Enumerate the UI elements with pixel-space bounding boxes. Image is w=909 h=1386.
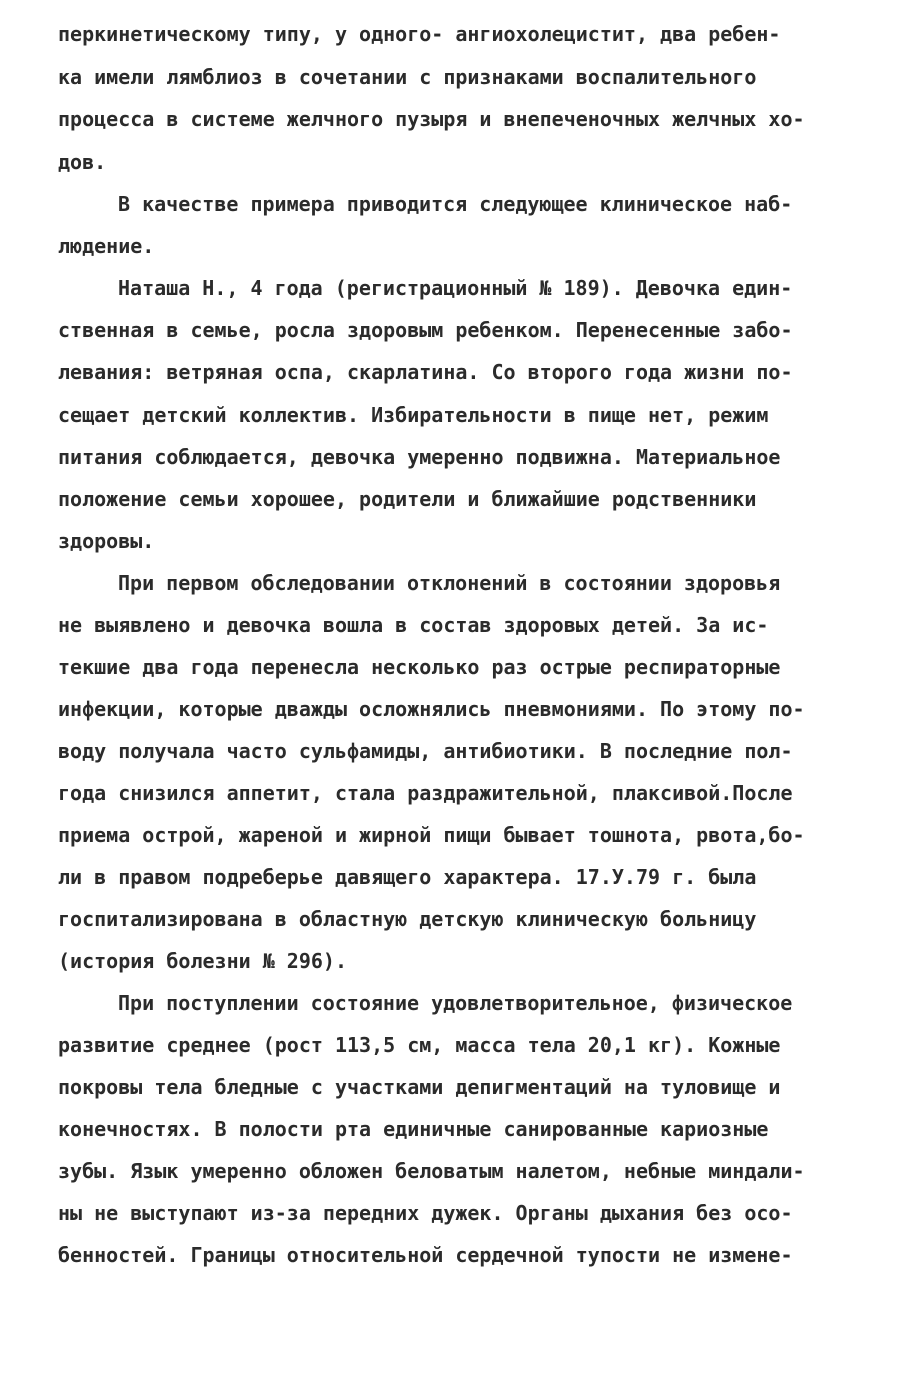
text-line: положение семьи хорошее, родители и ближайшие родственники xyxy=(58,487,757,511)
text-line: левания: ветряная оспа, скарлатина. Со второго года жизни по- xyxy=(58,360,793,384)
text-line: ка имели лямблиоз в сочетании с признаками воспалительного xyxy=(58,65,757,89)
text-line: госпитализирована в областную детскую клиническую больницу xyxy=(58,907,757,931)
text-line: перкинетическому типу, у одного- ангиохолецистит, два ребен- xyxy=(58,22,781,46)
text-line: ли в правом подреберье давящего характера. 17.У.79 г. была xyxy=(58,865,757,889)
text-line: сещает детский коллектив. Избирательности в пище нет, режим xyxy=(58,403,769,427)
text-line: При первом обследовании отклонений в состоянии здоровья xyxy=(118,571,781,595)
text-line: текшие два года перенесла несколько раз острые респираторные xyxy=(58,655,781,679)
text-line: зубы. Язык умеренно обложен беловатым налетом, небные миндали- xyxy=(58,1159,805,1183)
text-line: ны не выступают из-за передних дужек. Органы дыхания без осо- xyxy=(58,1201,793,1225)
text-line: процесса в системе желчного пузыря и внепеченочных желчных хо- xyxy=(58,107,805,131)
text-line: воду получала часто сульфамиды, антибиотики. В последние пол- xyxy=(58,739,793,763)
text-line: ственная в семье, росла здоровым ребенком. Перенесенные забо- xyxy=(58,318,793,342)
text-line: развитие среднее (рост 113,5 см, масса тела 20,1 кг). Кожные xyxy=(58,1033,781,1057)
text-line: бенностей. Границы относительной сердечной тупости не измене- xyxy=(58,1243,793,1267)
text-line: (история болезни № 296). xyxy=(58,949,347,973)
text-line: питания соблюдается, девочка умеренно подвижна. Материальное xyxy=(58,445,781,469)
text-line: года снизился аппетит, стала раздражительной, плаксивой.После xyxy=(58,781,793,805)
text-line: людение. xyxy=(58,234,155,258)
text-line: конечностях. В полости рта единичные санированные кариозные xyxy=(58,1117,769,1141)
text-line: При поступлении состояние удовлетворительное, физическое xyxy=(118,991,793,1015)
text-line: инфекции, которые дважды осложнялись пневмониями. По этому по- xyxy=(58,697,805,721)
text-line: Наташа Н., 4 года (регистрационный № 189). Девочка един- xyxy=(118,276,793,300)
text-line: не выявлено и девочка вошла в состав здоровых детей. За ис- xyxy=(58,613,769,637)
text-line: покровы тела бледные с участками депигментаций на туловище и xyxy=(58,1075,781,1099)
text-line: приема острой, жареной и жирной пищи бывает тошнота, рвота,бо- xyxy=(58,823,805,847)
text-line: В качестве примера приводится следующее клиническое наб- xyxy=(118,192,793,216)
text-line: дов. xyxy=(58,150,107,174)
text-line: здоровы. xyxy=(58,529,155,553)
